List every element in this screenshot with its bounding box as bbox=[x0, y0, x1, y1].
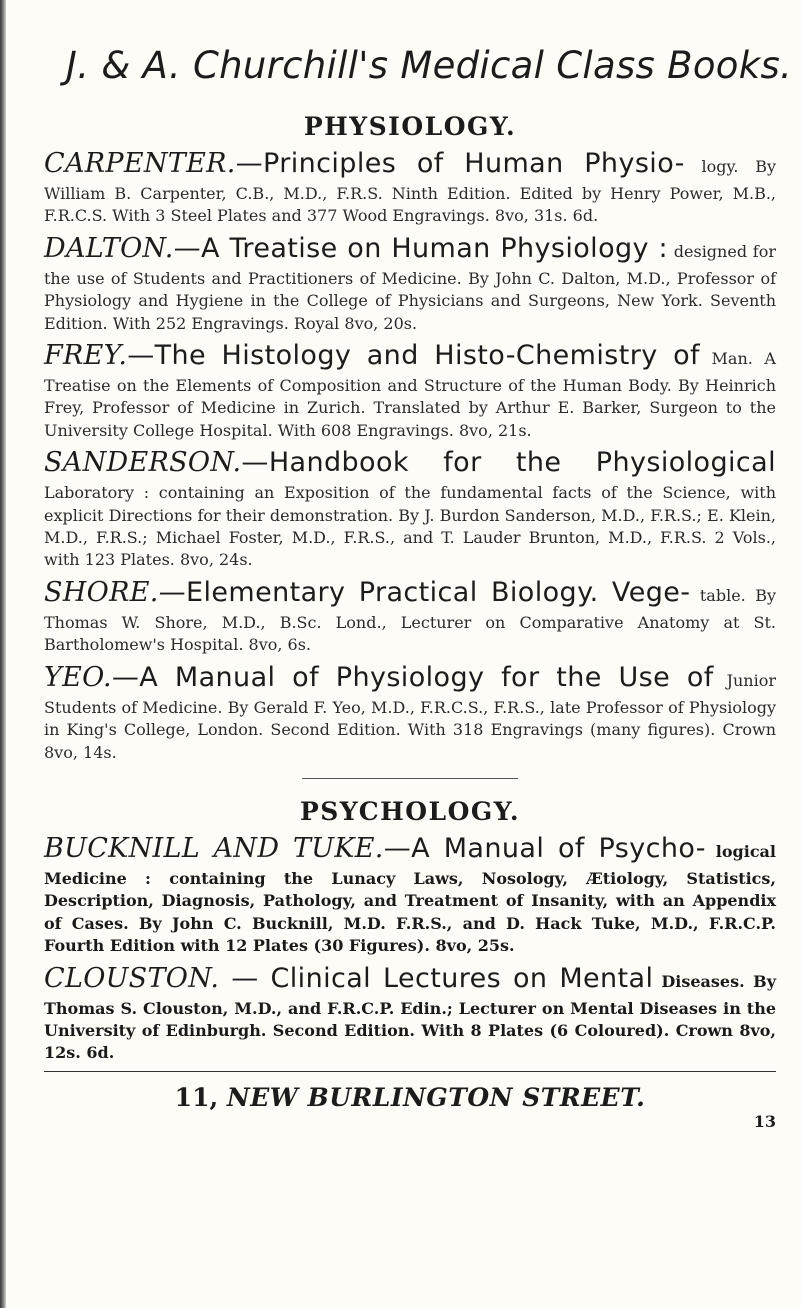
entry-author: SANDERSON. bbox=[44, 447, 242, 479]
page-binding-edge bbox=[0, 0, 6, 1308]
footer bbox=[44, 1082, 776, 1131]
entry-body: designed for the use of Students and Practitioners of Medicine. By John C. Dalton, M.D., Professor of Physiology and Hygiene in the College of Physicians and Surgeons, New York. Seventh Edition. With 252 Engravings. Royal 8vo, 20s. bbox=[44, 241, 776, 333]
footer-rule bbox=[44, 1071, 776, 1072]
entry-body: Laboratory : containing an Exposition of the fundamental facts of the Science, with explicit Directions for their demonstration. By J. Burdon Sanderson, M.D., F.R.S.; E. Klein, M.D., F.R.S.; Michael Foster, M.D., F.R.S., and T. Lauder Brunton, M.D., F.R.S. 2 Vols., with 123 Plates. 8vo, 24s. bbox=[44, 483, 776, 570]
entry-title: —The Histology and Histo-Chemistry of bbox=[127, 340, 700, 372]
entry-dalton bbox=[44, 233, 776, 335]
entry-clouston bbox=[44, 963, 776, 1065]
entry-body: Diseases. By Thomas S. Clouston, M.D., and F.R.C.P. Edin.; Lecturer on Mental Diseases in the University of Edinburgh. Second Edition. With 8 Plates (6 Coloured). Crown 8vo, 12s. 6d. bbox=[44, 971, 776, 1063]
section-heading-physiology: PHYSIOLOGY. bbox=[303, 112, 517, 141]
publisher-address bbox=[44, 1082, 776, 1114]
entry-frey bbox=[44, 340, 776, 442]
entry-title: —A Treatise on Human Physiology : bbox=[173, 232, 669, 264]
section-psychology bbox=[44, 797, 776, 1065]
entry-title: —Elementary Practical Biology. Vege- bbox=[158, 576, 691, 608]
section-physiology bbox=[44, 112, 776, 764]
entry-author: YEO. bbox=[44, 661, 112, 693]
entry-author: SHORE. bbox=[44, 576, 159, 608]
entry-author: DALTON. bbox=[44, 232, 174, 264]
entry-title: —Handbook for the Physiological bbox=[241, 447, 776, 479]
street-number: 11, bbox=[174, 1082, 219, 1112]
running-title: J. & A. Churchill's Medical Class Books. bbox=[66, 44, 793, 87]
entry-title: —Principles of Human Physio- bbox=[235, 148, 685, 179]
entry-body: Man. A Treatise on the Elements of Composition and Structure of the Human Body. By Heinrich Frey, Professor of Medicine in Zurich. Translated by Arthur E. Barker, Surgeon to the University College Hospital. With 608 Engravings. 8vo, 21s. bbox=[44, 349, 776, 440]
entry-shore bbox=[44, 577, 776, 657]
entry-author: CLOUSTON. bbox=[44, 962, 220, 994]
entry-bucknill-tuke bbox=[44, 833, 776, 958]
entry-sanderson bbox=[44, 447, 776, 572]
book-page bbox=[44, 44, 793, 1294]
entry-body: Junior Students of Medicine. By Gerald F. Yeo, M.D., F.R.C.S., F.R.S., late Professor of Physiology in King's College, London. Second Edition. With 318 Engravings (many figures). Crown 8vo, 14s. bbox=[44, 670, 776, 762]
entry-title: —A Manual of Psycho- bbox=[383, 832, 706, 864]
street-name: NEW BURLINGTON STREET. bbox=[226, 1082, 646, 1112]
section-divider bbox=[302, 778, 518, 779]
entry-body: logical Medicine : containing the Lunacy Laws, Nosology, Ætiology, Statistics, Description, Diagnosis, Pathology, and Treatment of Insanity, with an Appendix of Cases. By John C. Bucknill, M.D. F.R.S., and D. Hack Tuke, M.D., F.R.C.P. Fourth Edition with 12 Plates (30 Figures). 8vo, 25s. bbox=[44, 841, 776, 956]
entry-body: table. By Thomas W. Shore, M.D., B.Sc. Lond., Lecturer on Comparative Anatomy at St. Bartholomew's Hospital. 8vo, 6s. bbox=[44, 585, 776, 655]
section-heading-psychology: PSYCHOLOGY. bbox=[299, 796, 521, 826]
entry-title: —A Manual of Physiology for the Use of bbox=[111, 661, 714, 693]
entry-carpenter bbox=[44, 148, 776, 228]
entry-author: FREY. bbox=[44, 340, 128, 372]
entry-author: BUCKNILL AND TUKE. bbox=[44, 832, 384, 864]
entry-title: — Clinical Lectures on Mental bbox=[219, 962, 654, 994]
entry-yeo bbox=[44, 662, 776, 764]
entry-author: CARPENTER. bbox=[44, 148, 236, 179]
page-number: 13 bbox=[753, 1111, 776, 1131]
entry-body: logy. By William B. Carpenter, C.B., M.D., F.R.S. Ninth Edition. Edited by Henry Power, M.B., F.R.C.S. With 3 Steel Plates and 377 Wood Engravings. 8vo, 31s. 6d. bbox=[44, 157, 776, 226]
